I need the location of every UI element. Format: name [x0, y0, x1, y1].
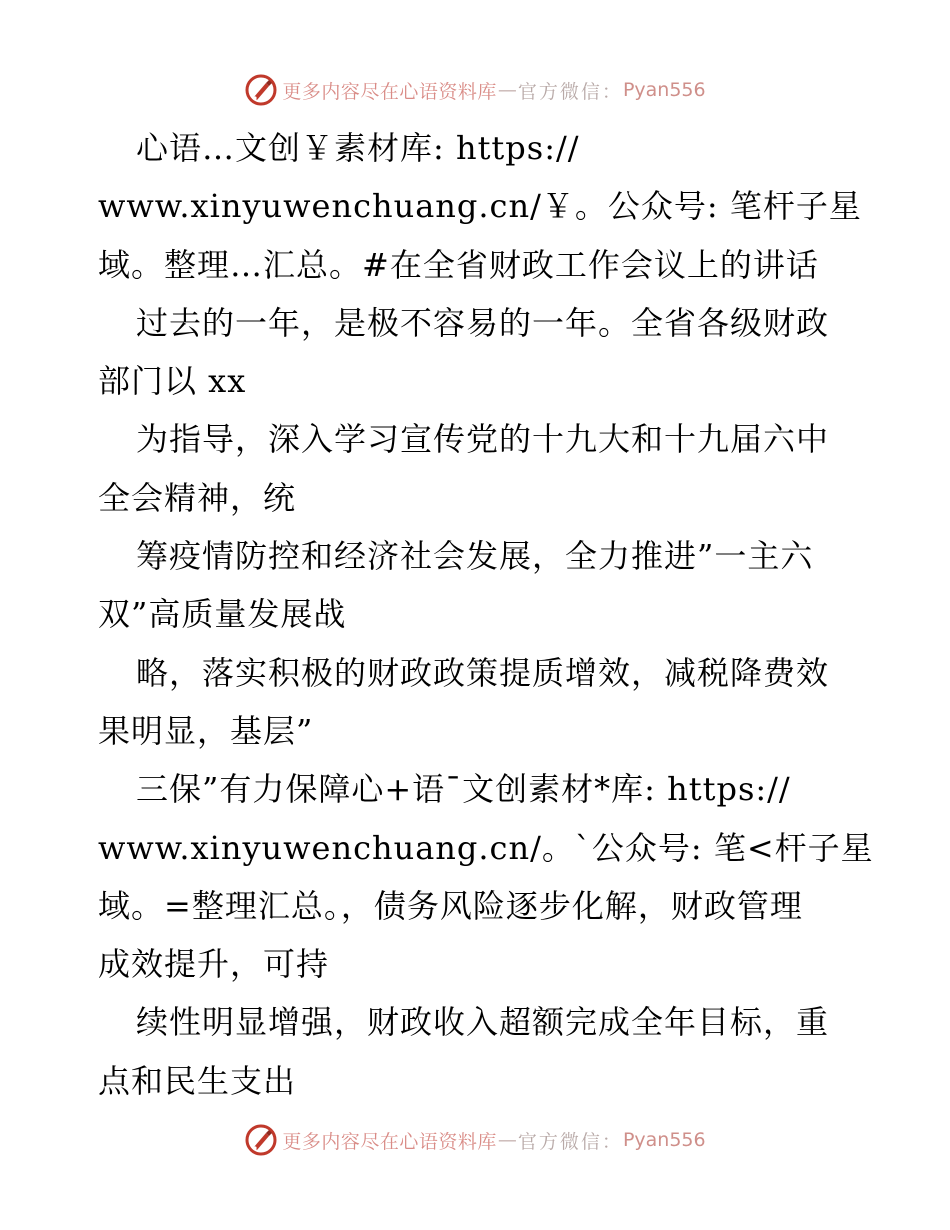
- header-banner: [0, 70, 950, 110]
- banner-label: 官方微信：: [517, 80, 623, 103]
- pen-circle-icon: [244, 73, 278, 107]
- text-line: 果明显，基层”: [98, 711, 314, 750]
- text-line: 成效提升，可持: [98, 945, 330, 984]
- text-line: 心语…文创￥素材库: https://: [136, 129, 580, 167]
- text-line: 部门以 xx: [98, 362, 247, 401]
- text-line: 续性明显增强，财政收入超额完成全年目标，重: [136, 1003, 830, 1042]
- text-line: 过去的一年，是极不容易的一年。全省各级财政: [136, 303, 830, 342]
- document-body: [98, 119, 874, 1110]
- footer-banner: [0, 1120, 950, 1160]
- text-line: 双”高质量发展战: [98, 595, 347, 634]
- text-line: 筹疫情防控和经济社会发展，全力推进”一主六: [136, 537, 814, 576]
- pen-circle-icon: [244, 1123, 278, 1157]
- text-line: www.xinyuwenchuang.cn/￥。公众号: 笔杆子星: [98, 187, 862, 226]
- text-line: 三保”有力保障心+语¯文创素材*库: https://: [136, 770, 791, 809]
- banner-text: 更多内容尽在心语资料库: [282, 80, 497, 103]
- text-line: 略，落实积极的财政政策提质增效，减税降费效: [136, 653, 830, 692]
- text-line: 全会精神，统: [98, 478, 297, 517]
- text-line: 为指导，深入学习宣传党的十九大和十九届六中: [136, 420, 830, 459]
- wechat-id: Pyan556: [622, 1129, 706, 1151]
- text-line: 域。=整理汇总。，债务风险逐步化解，财政管理: [98, 886, 803, 925]
- banner-dash: —: [497, 1129, 517, 1151]
- banner-label: 官方微信：: [517, 1130, 623, 1153]
- banner-text: 更多内容尽在心语资料库: [282, 1130, 497, 1153]
- banner-dash: —: [497, 79, 517, 101]
- text-line: 点和民生支出: [98, 1061, 297, 1100]
- text-line: 域。整理…汇总。#在全省财政工作会议上的讲话: [98, 245, 819, 284]
- wechat-id: Pyan556: [622, 79, 706, 101]
- text-line: www.xinyuwenchuang.cn/。`公众号: 笔<杆子星: [98, 828, 874, 867]
